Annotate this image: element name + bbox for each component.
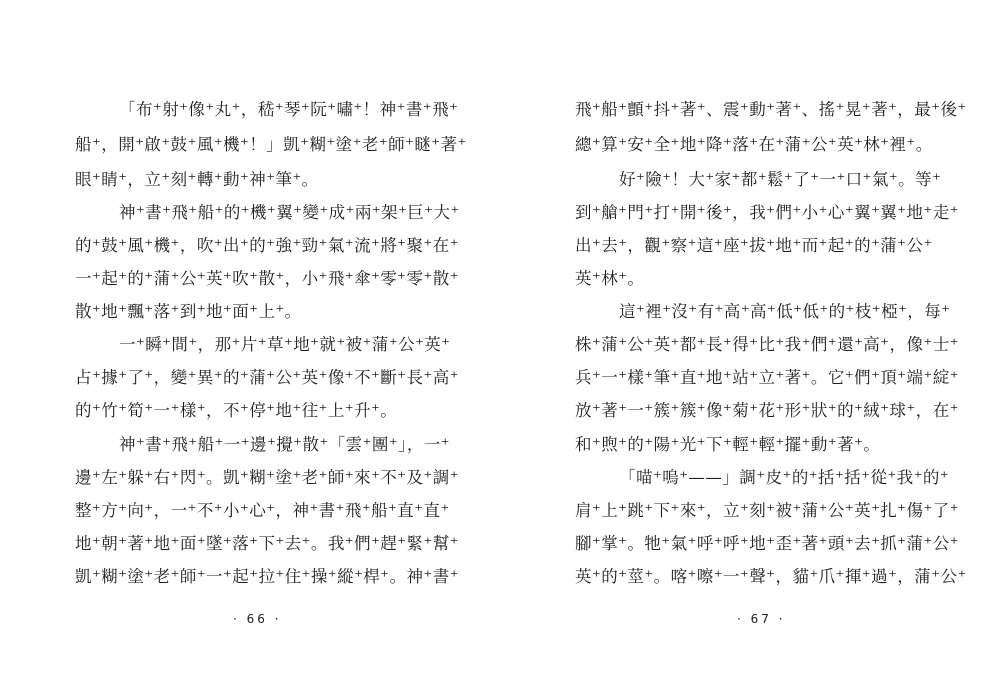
text-line: 總⁺算⁺安⁺全⁺地⁺降⁺落⁺在⁺蒲⁺公⁺英⁺林⁺裡⁺。	[575, 135, 933, 154]
text-line: 一⁺起⁺的⁺蒲⁺公⁺英⁺吹⁺散⁺，小⁺飛⁺傘⁺零⁺零⁺散⁺	[75, 269, 459, 288]
text-line: 凱⁺糊⁺塗⁺老⁺師⁺一⁺起⁺拉⁺住⁺操⁺縱⁺桿⁺。神⁺書⁺	[75, 567, 459, 586]
text-line: 到⁺艙⁺門⁺打⁺開⁺後⁺，我⁺們⁺小⁺心⁺翼⁺翼⁺地⁺走⁺	[575, 203, 959, 222]
text-line: 地⁺朝⁺著⁺地⁺面⁺墜⁺落⁺下⁺去⁺。我⁺們⁺趕⁺緊⁺幫⁺	[75, 534, 459, 553]
text-line: 散⁺地⁺飄⁺落⁺到⁺地⁺面⁺上⁺。	[75, 302, 302, 321]
text-line: 神⁺書⁺飛⁺船⁺一⁺邊⁺攪⁺散⁺「雲⁺團⁺」，一⁺	[119, 435, 451, 454]
text-line: 和⁺煦⁺的⁺陽⁺光⁺下⁺輕⁺輕⁺擺⁺動⁺著⁺。	[575, 435, 881, 454]
text-line: 船⁺，開⁺啟⁺鼓⁺風⁺機⁺！」凱⁺糊⁺塗⁺老⁺師⁺瞇⁺著⁺	[75, 135, 467, 154]
text-line: 神⁺書⁺飛⁺船⁺的⁺機⁺翼⁺變⁺成⁺兩⁺架⁺巨⁺大⁺	[119, 203, 460, 222]
text-line: 好⁺險⁺！大⁺家⁺都⁺鬆⁺了⁺一⁺口⁺氣⁺。等⁺	[619, 170, 942, 189]
text-line: 的⁺鼓⁺風⁺機⁺，吹⁺出⁺的⁺強⁺勁⁺氣⁺流⁺將⁺聚⁺在⁺	[75, 236, 459, 255]
right-page	[500, 0, 1000, 677]
text-line: 放⁺著⁺一⁺簇⁺簇⁺像⁺菊⁺花⁺形⁺狀⁺的⁺絨⁺球⁺，在⁺	[575, 401, 959, 420]
text-line: 株⁺蒲⁺公⁺英⁺都⁺長⁺得⁺比⁺我⁺們⁺還⁺高⁺，像⁺士⁺	[575, 335, 959, 354]
text-line: 的⁺竹⁺筍⁺一⁺樣⁺，不⁺停⁺地⁺往⁺上⁺升⁺。	[75, 401, 398, 420]
text-line: 整⁺方⁺向⁺，一⁺不⁺小⁺心⁺，神⁺書⁺飛⁺船⁺直⁺直⁺	[75, 501, 450, 520]
text-line: 眼⁺睛⁺，立⁺刻⁺轉⁺動⁺神⁺筆⁺。	[75, 170, 319, 189]
text-line: 英⁺的⁺莖⁺。喀⁺嚓⁺一⁺聲⁺，貓⁺爪⁺揮⁺過⁺，蒲⁺公⁺	[575, 567, 967, 586]
text-line: 腳⁺掌⁺。牠⁺氣⁺呼⁺呼⁺地⁺歪⁺著⁺頭⁺去⁺抓⁺蒲⁺公⁺	[575, 534, 959, 553]
text-line: 兵⁺一⁺樣⁺筆⁺直⁺地⁺站⁺立⁺著⁺。它⁺們⁺頂⁺端⁺綻⁺	[575, 368, 959, 387]
text-line: 占⁺據⁺了⁺，變⁺異⁺的⁺蒲⁺公⁺英⁺像⁺不⁺斷⁺長⁺高⁺	[75, 368, 459, 387]
text-line: 出⁺去⁺，觀⁺察⁺這⁺座⁺拔⁺地⁺而⁺起⁺的⁺蒲⁺公⁺	[575, 236, 933, 255]
text-line: 這⁺裡⁺沒⁺有⁺高⁺高⁺低⁺低⁺的⁺枝⁺椏⁺，每⁺	[619, 302, 951, 321]
text-line: 一⁺瞬⁺間⁺，那⁺片⁺草⁺地⁺就⁺被⁺蒲⁺公⁺英⁺	[119, 335, 451, 354]
text-line: 「喵⁺嗚⁺——」調⁺皮⁺的⁺括⁺括⁺從⁺我⁺的⁺	[619, 468, 950, 487]
text-line: 飛⁺船⁺顫⁺抖⁺著⁺、震⁺動⁺著⁺、搖⁺晃⁺著⁺，最⁺後⁺	[575, 100, 967, 119]
text-line: 邊⁺左⁺躲⁺右⁺閃⁺。凱⁺糊⁺塗⁺老⁺師⁺來⁺不⁺及⁺調⁺	[75, 468, 459, 487]
page-number: · 66 ·	[233, 612, 282, 626]
text-line: 肩⁺上⁺跳⁺下⁺來⁺，立⁺刻⁺被⁺蒲⁺公⁺英⁺扎⁺傷⁺了⁺	[575, 501, 959, 520]
text-line: 「布⁺射⁺像⁺丸⁺，嵇⁺琴⁺阮⁺嘯⁺！神⁺書⁺飛⁺	[119, 100, 459, 119]
text-line: 英⁺林⁺。	[575, 269, 645, 288]
page-number: · 67 ·	[737, 612, 786, 626]
